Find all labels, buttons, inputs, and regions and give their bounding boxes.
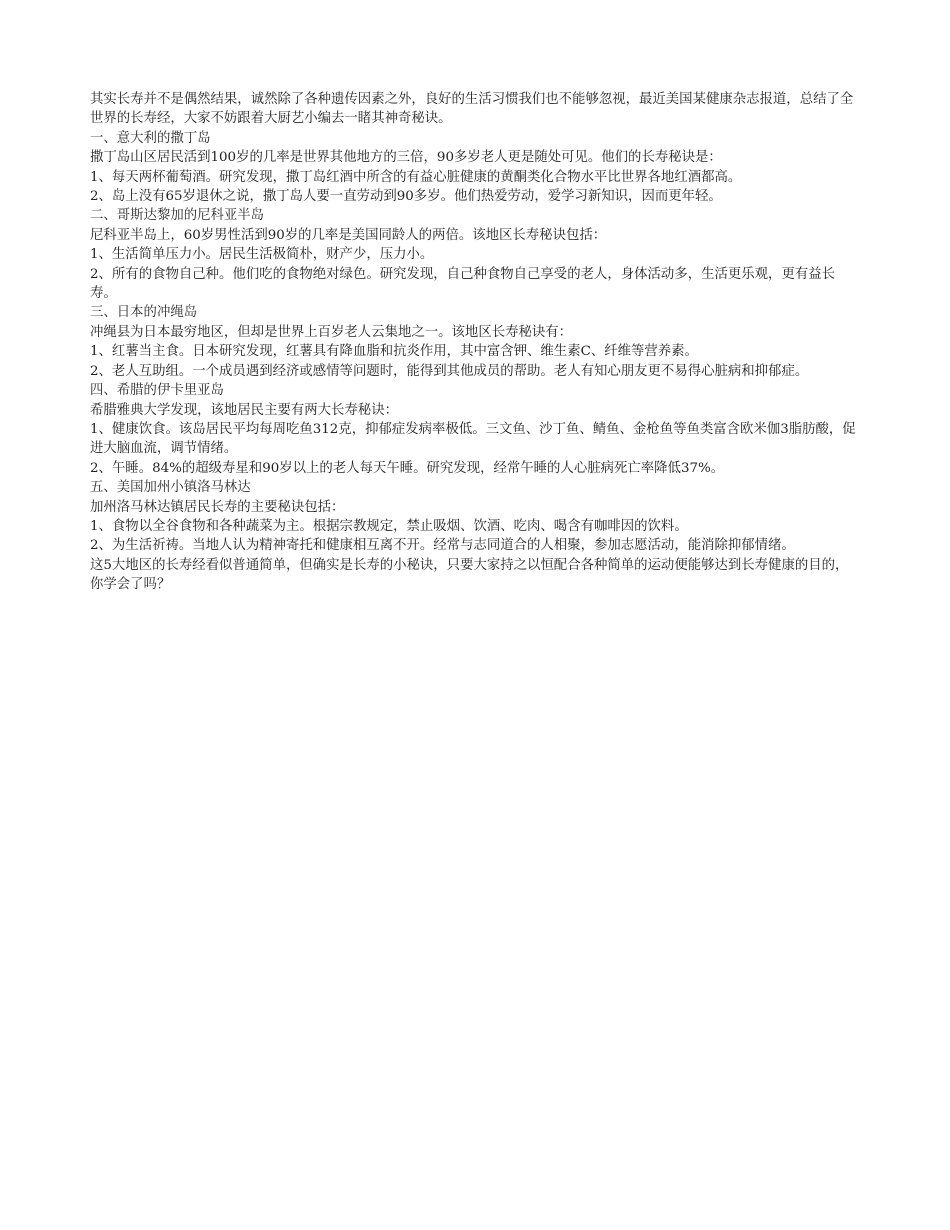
section-lead: 尼科亚半岛上，60岁男性活到90岁的几率是美国同龄人的两倍。该地区长寿秘诀包括：	[90, 227, 607, 243]
list-item: 1、生活简单压力小。居民生活极简朴，财产少，压力小。	[90, 247, 434, 263]
section-heading-sardinia: 一、意大利的撒丁岛	[90, 130, 211, 146]
list-item: 2、岛上没有65岁退休之说，撒丁岛人要一直劳动到90多岁。他们热爱劳动，爱学习新知识，因而更年轻。	[90, 189, 722, 205]
article-intro: 其实长寿并不是偶然结果，诚然除了各种遗传因素之外，良好的生活习惯我们也不能够忽视，最近美国某健康杂志报道，总结了全世界的长寿经，大家不妨跟着大厨艺小编去一睹其神奇秘诀。	[90, 92, 854, 127]
section-heading-loma-linda: 五、美国加州小镇洛马林达	[90, 480, 251, 496]
list-item: 2、所有的食物自己种。他们吃的食物绝对绿色。研究发现，自己种食物自己享受的老人，身体活动多，生活更乐观，更有益长寿。	[90, 266, 835, 302]
section-heading-ikaria: 四、希腊的伊卡里亚岛	[90, 383, 224, 399]
list-item: 2、老人互助组。一个成员遇到经济或感情等问题时，能得到其他成员的帮助。老人有知心朋友更不易得心脏病和抑郁症。	[90, 363, 809, 379]
article-conclusion: 这5大地区的长寿经看似普通简单，但确实是长寿的小秘诀，只要大家持之以恒配合各种简单的运动便能够达到长寿健康的目的，你学会了吗？	[90, 557, 849, 593]
section-lead: 撒丁岛山区居民活到100岁的几率是世界其他地方的三倍，90多岁老人更是随处可见。他们的长寿秘诀是：	[90, 150, 722, 166]
list-item: 2、为生活祈祷。当地人认为精神寄托和健康相互离不开。经常与志同道合的人相聚，参加志愿活动，能消除抑郁情绪。	[90, 538, 795, 554]
article-body	[90, 90, 860, 595]
section-heading-okinawa: 三、日本的冲绳岛	[90, 305, 198, 321]
section-lead: 希腊雅典大学发现，该地居民主要有两大长寿秘诀：	[90, 402, 398, 418]
list-item: 1、食物以全谷食物和各种蔬菜为主。根据宗教规定，禁止吸烟、饮酒、吃肉、喝含有咖啡因的饮料。	[90, 518, 688, 534]
list-item: 2、午睡。84%的超级寿星和90岁以上的老人每天午睡。研究发现，经常午睡的人心脏病死亡率降低37%。	[90, 460, 725, 476]
section-lead: 加州洛马林达镇居民长寿的主要秘诀包括：	[90, 499, 345, 515]
list-item: 1、红薯当主食。日本研究发现，红薯具有降血脂和抗炎作用，其中富含钾、维生素C、纤维等营养素。	[90, 344, 698, 360]
list-item: 1、每天两杯葡萄酒。研究发现，撒丁岛红酒中所含的有益心脏健康的黄酮类化合物水平比世界各地红酒都高。	[90, 169, 742, 185]
list-item: 1、健康饮食。该岛居民平均每周吃鱼312克，抑郁症发病率极低。三文鱼、沙丁鱼、鲭鱼、金枪鱼等鱼类富含欧米伽3脂肪酸，促进大脑血流，调节情绪。	[90, 421, 856, 457]
section-heading-nicoya: 二、哥斯达黎加的尼科亚半岛	[90, 208, 265, 224]
section-lead: 冲绳县为日本最穷地区，但却是世界上百岁老人云集地之一。该地区长寿秘诀有：	[90, 324, 573, 340]
